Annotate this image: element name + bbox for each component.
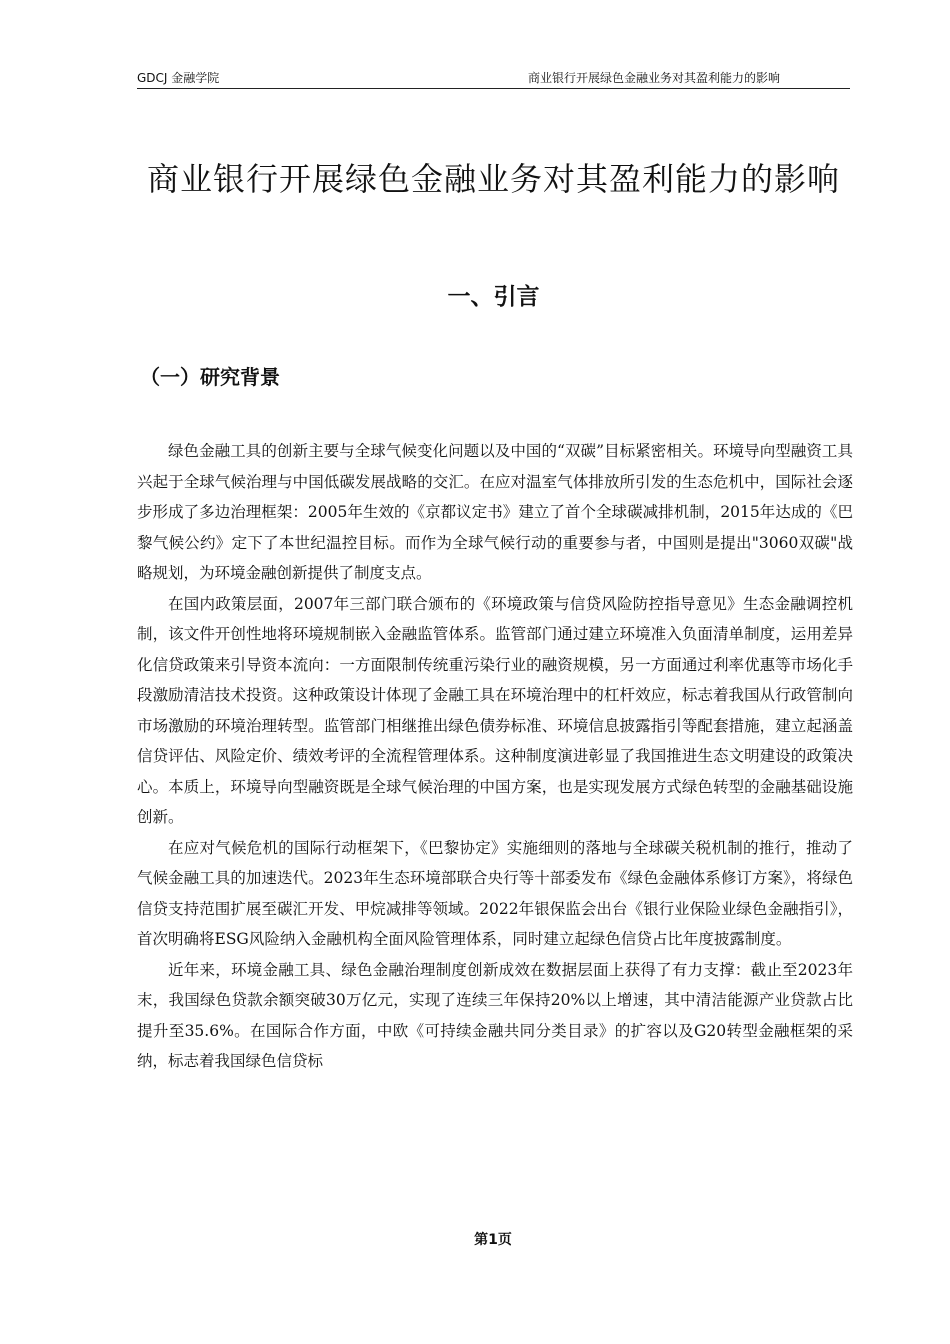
paragraph: 在国内政策层面，2007年三部门联合颁布的《环境政策与信贷风险防控指导意见》生态金融调控机制，该文件开创性地将环境规制嵌入金融监管体系。监管部门通过建立环境准入负面清单制度，运用差异化信贷政策来引导资本流向：一方面限制传统重污染行业的融资规模，另一方面通过利率优惠等市场化手段激励清洁技术投资。这种政策设计体现了金融工具在环境治理中的杠杆效应，标志着我国从行政管制向市场激励的环境治理转型。监管部门相继推出绿色债券标准、环境信息披露指引等配套措施，建立起涵盖信贷评估、风险定价、绩效考评的全流程管理体系。这种制度演进彰显了我国推进生态文明建设的政策决心。本质上，环境导向型融资既是全球气候治理的中国方案，也是实现发展方式绿色转型的金融基础设施创新。 [137,594,853,826]
paragraph: 绿色金融工具的创新主要与全球气候变化问题以及中国的“双碳”目标紧密相关。环境导向型融资工具兴起于全球气候治理与中国低碳发展战略的交汇。在应对温室气体排放所引发的生态危机中，国际社会逐步形成了多边治理框架：2005年生效的《京都议定书》建立了首个全球碳减排机制，2015年达成的《巴黎气候公约》定下了本世纪温控目标。而作为全球气候行动的重要参与者，中国则是提出"3060双碳"战略规划，为环境金融创新提供了制度支点。 [137,442,853,582]
page-header [137,68,850,89]
page-number: 第1页 [474,1232,512,1248]
section-heading: 一、引言 [447,284,540,310]
subsection-heading: （一）研究背景 [140,365,280,389]
header-institution: GDCJ 金融学院 [137,71,220,85]
header-running-title: 商业银行开展绿色金融业务对其盈利能力的影响 [527,71,780,85]
body-text [137,436,853,1077]
document-title: 商业银行开展绿色金融业务对其盈利能力的影响 [146,160,840,198]
paragraph: 近年来，环境金融工具、绿色金融治理制度创新成效在数据层面上获得了有力支撑：截止至2023年末，我国绿色贷款余额突破30万亿元，实现了连续三年保持20%以上增速，其中清洁能源产业贷款占比提升至35.6%。在国际合作方面，中欧《可持续金融共同分类目录》的扩容以及G20转型金融框架的采纳，标志着我国绿色信贷标 [137,960,853,1070]
paragraph: 在应对气候危机的国际行动框架下，《巴黎协定》实施细则的落地与全球碳关税机制的推行，推动了气候金融工具的加速迭代。2023年生态环境部联合央行等十部委发布《绿色金融体系修订方案》，将绿色信贷支持范围扩展至碳汇开发、甲烷减排等领域。2022年银保监会出台《银行业保险业绿色金融指引》，首次明确将ESG风险纳入金融机构全面风险管理体系，同时建立起绿色信贷占比年度披露制度。 [137,838,853,948]
